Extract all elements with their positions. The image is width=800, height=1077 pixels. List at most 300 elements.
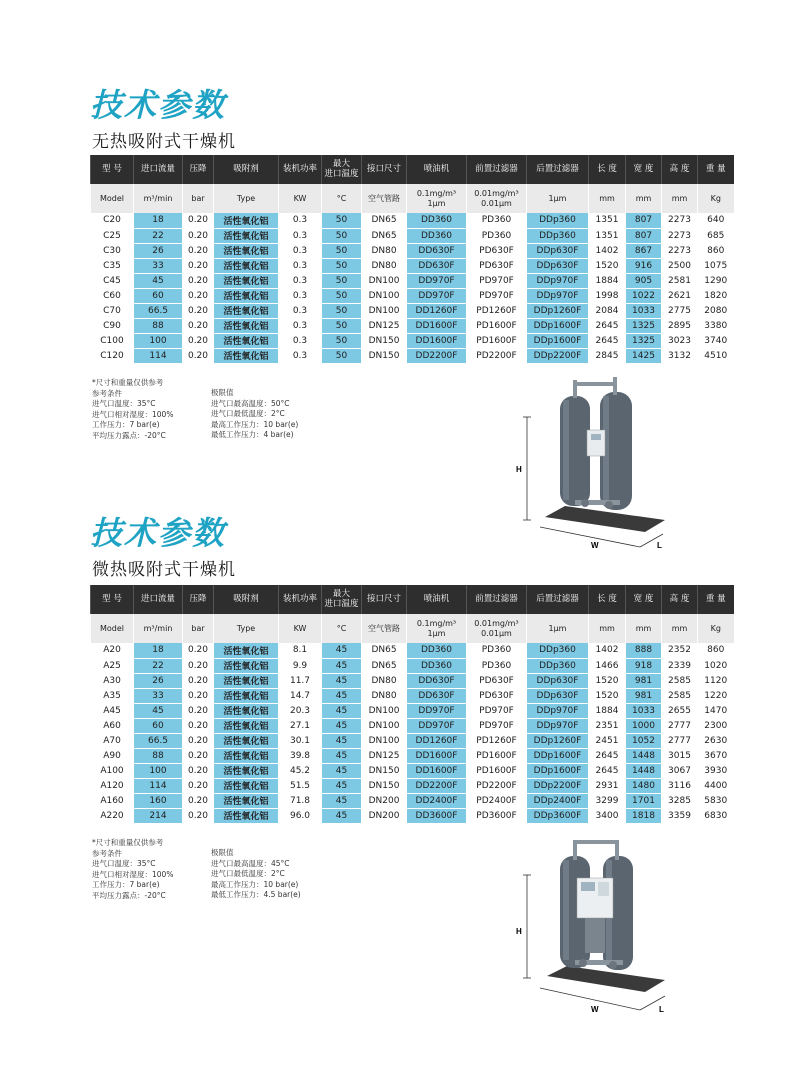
- table-cell: 2845: [589, 348, 626, 363]
- table-row: [91, 228, 734, 243]
- section-subtitle: 无热吸附式干燥机: [92, 132, 236, 152]
- table-cell: 0.3: [279, 318, 322, 333]
- table-cell: DDp630F: [527, 243, 589, 258]
- table-cell: PD1600F: [467, 333, 527, 348]
- table-cell: 9.9: [279, 658, 322, 673]
- column-header: 进口流量: [134, 155, 183, 184]
- table-cell: 50: [322, 348, 362, 363]
- table-cell: 0.20: [183, 703, 214, 718]
- table-row: [91, 658, 734, 673]
- table-cell: 0.3: [279, 303, 322, 318]
- table-cell: 114: [134, 778, 183, 793]
- table-cell: 0.20: [183, 228, 214, 243]
- table-cell: DD630F: [407, 258, 467, 273]
- spec-table-heated: [90, 585, 734, 824]
- table-cell: C90: [91, 318, 134, 333]
- table-cell: DN80: [362, 688, 407, 703]
- table-row: [91, 808, 734, 823]
- table-cell: DD630F: [407, 688, 467, 703]
- table-cell: 50: [322, 258, 362, 273]
- table-units-row: [91, 184, 734, 213]
- table-cell: 1075: [698, 258, 734, 273]
- table-cell: PD970F: [467, 273, 527, 288]
- table-cell: 918: [626, 658, 662, 673]
- table-cell: 2273: [662, 213, 698, 228]
- note-line: 参考条件: [92, 848, 122, 858]
- column-header: 型 号: [91, 155, 134, 184]
- column-header: 型 号: [91, 585, 134, 614]
- table-cell: 活性氧化铝: [214, 733, 279, 748]
- table-cell: DDp970F: [527, 273, 589, 288]
- note-line: 极限值: [211, 848, 234, 857]
- table-cell: 11.7: [279, 673, 322, 688]
- table-cell: PD1260F: [467, 303, 527, 318]
- table-cell: DN100: [362, 718, 407, 733]
- table-cell: 2451: [589, 733, 626, 748]
- table-cell: DDp360: [527, 643, 589, 658]
- table-cell: DN100: [362, 288, 407, 303]
- column-header: 进口流量: [134, 585, 183, 614]
- table-cell: 活性氧化铝: [214, 778, 279, 793]
- table-cell: 活性氧化铝: [214, 808, 279, 823]
- unit-cell: m³/min: [134, 184, 183, 213]
- column-header: 装机功率: [279, 155, 322, 184]
- table-cell: 1290: [698, 273, 734, 288]
- table-cell: 1466: [589, 658, 626, 673]
- note-line: 进气口温度：35°C: [92, 399, 156, 408]
- table-cell: DDp1600F: [527, 333, 589, 348]
- table-row: [91, 763, 734, 778]
- table-cell: 2895: [662, 318, 698, 333]
- unit-cell: 空气管路: [362, 184, 407, 213]
- table-cell: 860: [698, 643, 734, 658]
- table-cell: 50: [322, 333, 362, 348]
- table-cell: 活性氧化铝: [214, 703, 279, 718]
- table-cell: DN80: [362, 258, 407, 273]
- unit-cell: bar: [183, 184, 214, 213]
- table-cell: DN100: [362, 303, 407, 318]
- table-cell: 45: [322, 748, 362, 763]
- unit-cell: 0.1mg/m³ 1μm: [407, 184, 467, 213]
- table-row: [91, 703, 734, 718]
- table-cell: 50: [322, 288, 362, 303]
- table-cell: C70: [91, 303, 134, 318]
- table-cell: DN125: [362, 748, 407, 763]
- table-cell: 0.20: [183, 748, 214, 763]
- table-cell: PD630F: [467, 688, 527, 703]
- notes-limits: [211, 388, 298, 441]
- table-cell: 1448: [626, 763, 662, 778]
- table-row: [91, 273, 734, 288]
- table-cell: 活性氧化铝: [214, 658, 279, 673]
- table-row: [91, 333, 734, 348]
- table-cell: 807: [626, 213, 662, 228]
- table-cell: 66.5: [134, 733, 183, 748]
- table-cell: 100: [134, 763, 183, 778]
- table-cell: 0.20: [183, 808, 214, 823]
- table-cell: DD1260F: [407, 303, 467, 318]
- table-cell: A160: [91, 793, 134, 808]
- table-cell: 100: [134, 333, 183, 348]
- table-cell: 3285: [662, 793, 698, 808]
- table-cell: PD630F: [467, 243, 527, 258]
- table-cell: DDp630F: [527, 258, 589, 273]
- table-cell: DD1260F: [407, 733, 467, 748]
- unit-cell: mm: [626, 614, 662, 643]
- table-cell: 88: [134, 318, 183, 333]
- unit-cell: Kg: [698, 184, 734, 213]
- table-cell: PD630F: [467, 258, 527, 273]
- table-cell: A70: [91, 733, 134, 748]
- table-cell: C100: [91, 333, 134, 348]
- table-cell: 活性氧化铝: [214, 288, 279, 303]
- table-cell: 45: [322, 733, 362, 748]
- table-cell: A45: [91, 703, 134, 718]
- note-line: 工作压力：7 bar(e): [92, 880, 160, 889]
- table-cell: 1402: [589, 243, 626, 258]
- table-cell: PD1260F: [467, 733, 527, 748]
- table-cell: 685: [698, 228, 734, 243]
- table-cell: 6830: [698, 808, 734, 823]
- table-cell: 1520: [589, 258, 626, 273]
- note-line: 极限值: [211, 388, 234, 397]
- table-row: [91, 748, 734, 763]
- table-cell: 活性氧化铝: [214, 748, 279, 763]
- table-row: [91, 243, 734, 258]
- table-cell: 22: [134, 228, 183, 243]
- table-cell: 1000: [626, 718, 662, 733]
- table-cell: 888: [626, 643, 662, 658]
- table-cell: DD970F: [407, 718, 467, 733]
- table-cell: DN150: [362, 778, 407, 793]
- table-cell: 0.20: [183, 318, 214, 333]
- table-cell: 45: [134, 703, 183, 718]
- table-cell: 45: [322, 643, 362, 658]
- table-cell: 3670: [698, 748, 734, 763]
- table-cell: 45: [322, 793, 362, 808]
- table-cell: DDp360: [527, 658, 589, 673]
- table-cell: PD1600F: [467, 318, 527, 333]
- table-cell: 活性氧化铝: [214, 258, 279, 273]
- table-cell: 3359: [662, 808, 698, 823]
- column-header: 重 量: [698, 585, 734, 614]
- table-cell: 0.20: [183, 303, 214, 318]
- column-header: 吸附剂: [214, 155, 279, 184]
- table-row: [91, 288, 734, 303]
- table-cell: 916: [626, 258, 662, 273]
- table-row: [91, 688, 734, 703]
- table-cell: 50: [322, 303, 362, 318]
- spec-table-heatless: [90, 155, 734, 364]
- table-cell: 2645: [589, 763, 626, 778]
- table-cell: 50: [322, 318, 362, 333]
- table-cell: 45: [322, 718, 362, 733]
- unit-cell: 1μm: [527, 614, 589, 643]
- column-header: 喷油机: [407, 585, 467, 614]
- table-cell: 0.20: [183, 243, 214, 258]
- table-cell: 45.2: [279, 763, 322, 778]
- table-cell: 114: [134, 348, 183, 363]
- table-cell: DDp1600F: [527, 763, 589, 778]
- table-cell: DD2200F: [407, 348, 467, 363]
- table-cell: 1351: [589, 213, 626, 228]
- table-cell: DDp630F: [527, 673, 589, 688]
- table-cell: 45: [322, 778, 362, 793]
- table-cell: 活性氧化铝: [214, 763, 279, 778]
- column-header: 长 度: [589, 155, 626, 184]
- table-header-row: [91, 155, 734, 184]
- table-cell: A220: [91, 808, 134, 823]
- column-header: 喷油机: [407, 155, 467, 184]
- section-subtitle: 微热吸附式干燥机: [92, 560, 236, 580]
- section-heated-dryer: [0, 500, 800, 1077]
- unit-cell: bar: [183, 614, 214, 643]
- table-units-row: [91, 614, 734, 643]
- table-cell: 0.20: [183, 673, 214, 688]
- table-cell: DDp360: [527, 228, 589, 243]
- table-cell: 2500: [662, 258, 698, 273]
- table-cell: DN200: [362, 808, 407, 823]
- unit-cell: m³/min: [134, 614, 183, 643]
- table-cell: 2775: [662, 303, 698, 318]
- table-cell: 1120: [698, 673, 734, 688]
- table-cell: 2339: [662, 658, 698, 673]
- table-cell: 2621: [662, 288, 698, 303]
- table-cell: 214: [134, 808, 183, 823]
- table-cell: 1033: [626, 703, 662, 718]
- table-cell: 18: [134, 643, 183, 658]
- table-cell: 3132: [662, 348, 698, 363]
- table-row: [91, 318, 734, 333]
- table-cell: 39.8: [279, 748, 322, 763]
- table-cell: 27.1: [279, 718, 322, 733]
- table-cell: 1020: [698, 658, 734, 673]
- table-cell: 1022: [626, 288, 662, 303]
- table-cell: C120: [91, 348, 134, 363]
- dryer-illustration: [505, 830, 680, 1020]
- table-cell: 981: [626, 673, 662, 688]
- column-header: 吸附剂: [214, 585, 279, 614]
- table-cell: 活性氧化铝: [214, 643, 279, 658]
- table-cell: 3400: [589, 808, 626, 823]
- table-cell: C20: [91, 213, 134, 228]
- table-row: [91, 778, 734, 793]
- unit-cell: 1μm: [527, 184, 589, 213]
- unit-cell: 0.1mg/m³ 1μm: [407, 614, 467, 643]
- dim-h-label: H: [516, 927, 522, 936]
- table-cell: PD1600F: [467, 748, 527, 763]
- table-cell: 88: [134, 748, 183, 763]
- table-cell: 22: [134, 658, 183, 673]
- table-cell: A100: [91, 763, 134, 778]
- table-cell: 96.0: [279, 808, 322, 823]
- table-cell: 45: [322, 703, 362, 718]
- note-line: 最高工作压力：10 bar(e): [211, 419, 299, 429]
- table-cell: 1520: [589, 673, 626, 688]
- table-cell: 50: [322, 243, 362, 258]
- table-cell: 50: [322, 213, 362, 228]
- table-cell: A25: [91, 658, 134, 673]
- table-cell: 活性氧化铝: [214, 348, 279, 363]
- unit-cell: Model: [91, 614, 134, 643]
- table-cell: 1325: [626, 318, 662, 333]
- table-cell: 1033: [626, 303, 662, 318]
- table-cell: 33: [134, 258, 183, 273]
- table-cell: DN100: [362, 733, 407, 748]
- table-cell: 2630: [698, 733, 734, 748]
- unit-cell: mm: [662, 184, 698, 213]
- table-cell: 0.20: [183, 688, 214, 703]
- table-cell: PD360: [467, 213, 527, 228]
- table-cell: 2645: [589, 748, 626, 763]
- table-cell: 1448: [626, 748, 662, 763]
- note-line: 进气口最高温度：50°C: [211, 398, 290, 408]
- note-line: 进气口最低温度：2°C: [211, 409, 285, 418]
- column-header: 宽 度: [626, 585, 662, 614]
- column-header: 接口尺寸: [362, 155, 407, 184]
- table-cell: PD360: [467, 228, 527, 243]
- table-cell: 3015: [662, 748, 698, 763]
- unit-cell: KW: [279, 614, 322, 643]
- table-cell: 981: [626, 688, 662, 703]
- note-line: 最高工作压力：10 bar(e): [211, 879, 299, 889]
- table-cell: 4400: [698, 778, 734, 793]
- table-cell: 1425: [626, 348, 662, 363]
- table-cell: A30: [91, 673, 134, 688]
- table-cell: PD970F: [467, 703, 527, 718]
- table-cell: PD360: [467, 658, 527, 673]
- column-header: 后置过滤器: [527, 155, 589, 184]
- table-cell: 0.20: [183, 793, 214, 808]
- column-header: 压降: [183, 155, 214, 184]
- table-cell: 1884: [589, 703, 626, 718]
- table-cell: 3930: [698, 763, 734, 778]
- table-cell: 活性氧化铝: [214, 718, 279, 733]
- table-cell: DN80: [362, 243, 407, 258]
- table-cell: 1701: [626, 793, 662, 808]
- table-cell: 14.7: [279, 688, 322, 703]
- column-header: 高 度: [662, 155, 698, 184]
- table-cell: PD360: [467, 643, 527, 658]
- table-cell: 活性氧化铝: [214, 333, 279, 348]
- dim-l-label: L: [657, 541, 662, 550]
- table-cell: DN150: [362, 763, 407, 778]
- table-cell: 0.20: [183, 658, 214, 673]
- table-cell: 160: [134, 793, 183, 808]
- column-header: 重 量: [698, 155, 734, 184]
- notes-limits: [211, 848, 301, 901]
- table-cell: 0.20: [183, 733, 214, 748]
- table-cell: 0.20: [183, 643, 214, 658]
- unit-cell: Type: [214, 184, 279, 213]
- table-cell: 2581: [662, 273, 698, 288]
- table-cell: 20.3: [279, 703, 322, 718]
- table-cell: 2655: [662, 703, 698, 718]
- column-header: 后置过滤器: [527, 585, 589, 614]
- table-cell: DD1600F: [407, 318, 467, 333]
- table-cell: 0.20: [183, 333, 214, 348]
- table-cell: 3380: [698, 318, 734, 333]
- table-cell: DDp2200F: [527, 778, 589, 793]
- table-cell: DD360: [407, 213, 467, 228]
- table-cell: 活性氧化铝: [214, 243, 279, 258]
- column-header: 长 度: [589, 585, 626, 614]
- table-cell: DD970F: [407, 288, 467, 303]
- table-cell: 26: [134, 673, 183, 688]
- column-header: 前置过滤器: [467, 155, 527, 184]
- table-cell: DDp1260F: [527, 303, 589, 318]
- table-cell: 860: [698, 243, 734, 258]
- table-cell: PD2400F: [467, 793, 527, 808]
- table-cell: DD970F: [407, 703, 467, 718]
- table-cell: DN150: [362, 348, 407, 363]
- table-cell: 活性氧化铝: [214, 228, 279, 243]
- table-cell: 3067: [662, 763, 698, 778]
- table-cell: 1998: [589, 288, 626, 303]
- table-cell: DN65: [362, 658, 407, 673]
- table-cell: 45: [322, 688, 362, 703]
- table-row: [91, 673, 734, 688]
- note-line: 进气口最高温度：45°C: [211, 858, 290, 868]
- note-line: 平均压力露点：-20°C: [92, 890, 166, 900]
- table-cell: 1480: [626, 778, 662, 793]
- table-cell: DD3600F: [407, 808, 467, 823]
- column-header: 前置过滤器: [467, 585, 527, 614]
- table-cell: 3116: [662, 778, 698, 793]
- dim-w-label: W: [591, 1005, 599, 1014]
- table-cell: PD2200F: [467, 778, 527, 793]
- table-cell: 45: [322, 763, 362, 778]
- table-row: [91, 718, 734, 733]
- table-cell: DN65: [362, 213, 407, 228]
- table-cell: C25: [91, 228, 134, 243]
- table-cell: DDp970F: [527, 703, 589, 718]
- table-cell: DN200: [362, 793, 407, 808]
- table-cell: A35: [91, 688, 134, 703]
- notes-reference: [92, 838, 173, 901]
- table-cell: 45: [322, 673, 362, 688]
- unit-cell: 0.01mg/m³ 0.01μm: [467, 184, 527, 213]
- table-cell: 33: [134, 688, 183, 703]
- table-cell: 0.20: [183, 288, 214, 303]
- table-cell: 2645: [589, 333, 626, 348]
- unit-cell: mm: [662, 614, 698, 643]
- table-row: [91, 258, 734, 273]
- table-cell: 30.1: [279, 733, 322, 748]
- table-cell: 71.8: [279, 793, 322, 808]
- table-cell: A90: [91, 748, 134, 763]
- table-cell: 2645: [589, 318, 626, 333]
- table-cell: C45: [91, 273, 134, 288]
- table-cell: DDp1260F: [527, 733, 589, 748]
- unit-cell: Model: [91, 184, 134, 213]
- table-cell: 2273: [662, 243, 698, 258]
- table-cell: DD630F: [407, 243, 467, 258]
- table-row: [91, 793, 734, 808]
- table-cell: DD970F: [407, 273, 467, 288]
- table-cell: 905: [626, 273, 662, 288]
- dim-w-label: W: [591, 541, 599, 550]
- table-cell: DD2400F: [407, 793, 467, 808]
- table-cell: 1470: [698, 703, 734, 718]
- table-cell: 3023: [662, 333, 698, 348]
- table-cell: DDp970F: [527, 288, 589, 303]
- table-cell: DN125: [362, 318, 407, 333]
- note-line: 参考条件: [92, 388, 122, 398]
- table-cell: DDp2400F: [527, 793, 589, 808]
- note-line: 进气口相对湿度：100%: [92, 869, 174, 879]
- table-cell: 2352: [662, 643, 698, 658]
